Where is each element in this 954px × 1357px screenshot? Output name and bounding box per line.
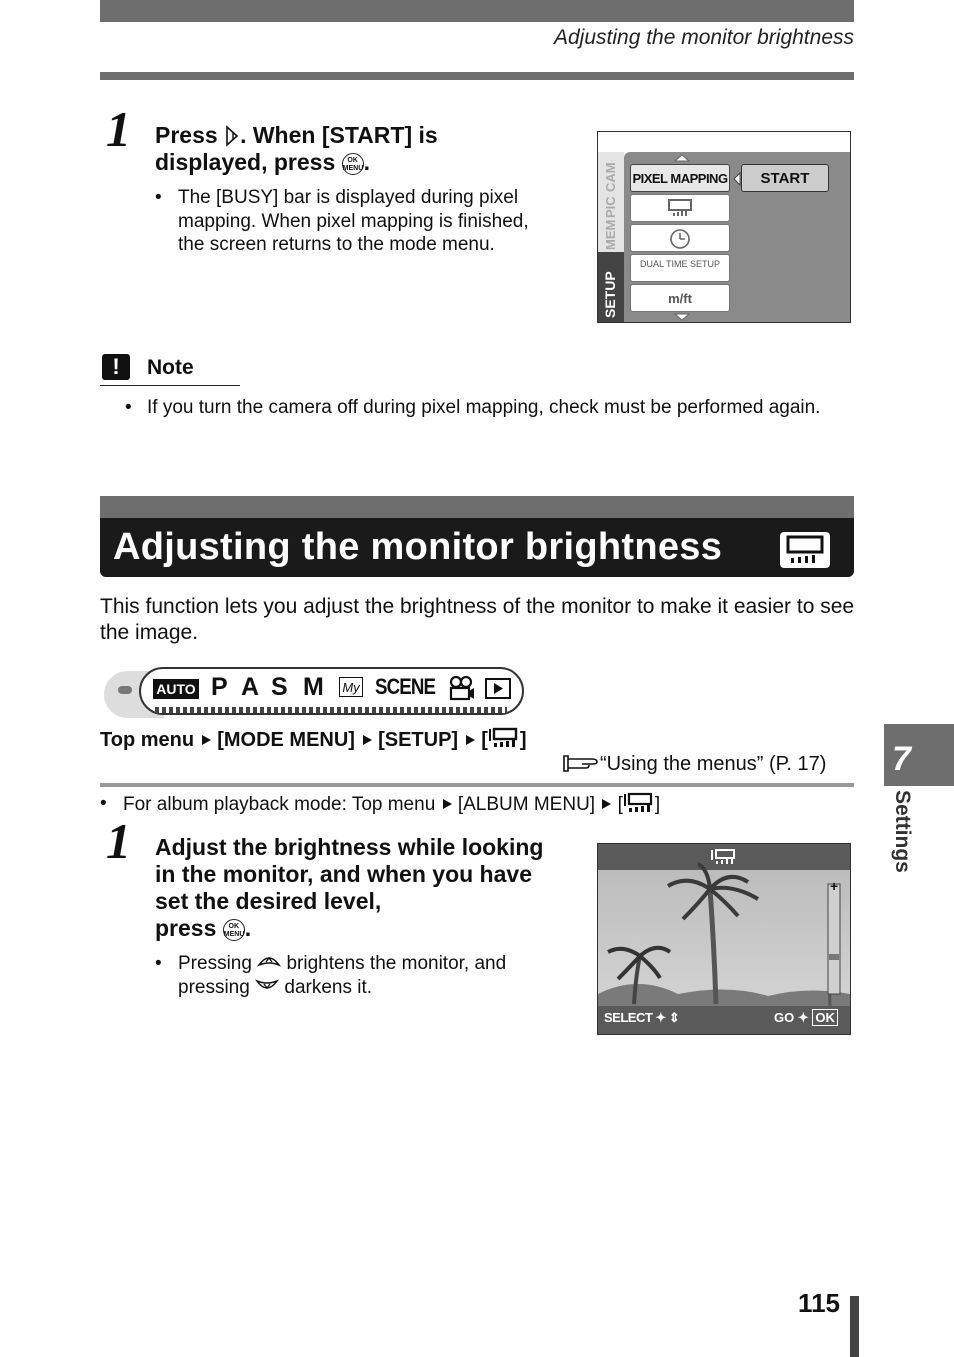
- arrow-right-icon: [600, 798, 612, 810]
- step-title-text: Press: [155, 122, 225, 148]
- start-button[interactable]: START: [741, 164, 829, 192]
- plus-icon: +: [830, 878, 839, 894]
- bracket-open: [: [481, 729, 488, 751]
- header-bar: [100, 0, 854, 22]
- monitor-brightness-icon: [665, 198, 695, 220]
- bullet-text: brightens the monitor, and pressing: [178, 953, 507, 998]
- step-title-text: displayed, press: [155, 149, 342, 175]
- clock-icon: [665, 228, 695, 250]
- ok-label[interactable]: OK: [812, 1009, 838, 1026]
- step-bullet: • The [BUSY] bar is displayed during pixel mapping. When pixel mapping is finished, the screen returns to the mode menu.: [155, 186, 555, 257]
- mode-scene: SCENE: [375, 674, 436, 699]
- palm-tree-photo: [598, 844, 850, 1034]
- mode-dial: [139, 667, 524, 715]
- playback-mode-icon: [485, 678, 511, 700]
- note-heading: Note: [147, 356, 194, 379]
- bracket-open: [: [617, 794, 623, 815]
- menu-item-brightness[interactable]: [630, 194, 730, 222]
- mode-p: P: [211, 673, 228, 701]
- monitor-brightness-icon: [623, 792, 655, 814]
- album-menu-text: [ALBUM MENU]: [457, 794, 596, 815]
- bracket-close: ]: [654, 794, 661, 815]
- path-rule: [100, 783, 854, 787]
- menu-item-dual-time[interactable]: DUAL TIME SETUP: [630, 254, 730, 282]
- reference-text[interactable]: “Using the menus” (P. 17): [600, 753, 827, 775]
- chapter-label-text: Settings: [891, 790, 914, 873]
- dial-scale: [155, 707, 507, 713]
- step-title: [155, 122, 575, 176]
- mode-a: A: [241, 673, 260, 701]
- arrow-right-icon: [361, 734, 373, 746]
- page-bar: [850, 1296, 859, 1357]
- ok-menu-button-icon: OK MENU: [223, 919, 245, 941]
- step-number: 1: [106, 101, 131, 157]
- album-bullet: • For album playback mode: Top menu [ALBUM MENU] [ ]: [100, 793, 661, 815]
- tab-pic[interactable]: PIC: [603, 196, 618, 218]
- note-bullet: • If you turn the camera off during pixel mapping, check must be performed again.: [125, 396, 825, 420]
- down-button-icon: [255, 977, 279, 993]
- arrow-right-icon: [200, 734, 212, 746]
- up-button-icon: [257, 953, 281, 969]
- menu-item-units[interactable]: m/ft: [630, 284, 730, 312]
- menu-item-clock[interactable]: [630, 224, 730, 252]
- monitor-brightness-icon: [710, 848, 740, 868]
- step-title: [155, 834, 555, 942]
- tab-cam[interactable]: CAM: [603, 162, 618, 192]
- step-title-text: .: [244, 915, 252, 941]
- mode-m: M: [303, 673, 324, 701]
- bracket-close: ]: [519, 729, 527, 751]
- step-title-text: .: [363, 149, 371, 175]
- menu-path: [100, 727, 527, 752]
- bullet-text: If you turn the camera off during pixel mapping, check must be performed again.: [147, 397, 821, 418]
- mode-auto: AUTO: [153, 679, 199, 699]
- arrow-right-icon: [464, 734, 476, 746]
- select-hint: SELECT ✦ ⇕: [604, 1010, 680, 1025]
- pointer-left-icon: [733, 172, 741, 186]
- menu-item-pixel-mapping[interactable]: PIXEL MAPPING: [630, 164, 730, 192]
- select-label: SELECT: [604, 1010, 653, 1025]
- tab-mem[interactable]: MEM: [603, 219, 618, 250]
- caution-icon: !: [102, 354, 130, 380]
- chapter-label: [884, 790, 918, 890]
- section-title: Adjusting the monitor brightness: [113, 526, 723, 568]
- mode-s: S: [271, 673, 288, 701]
- menu-path-setup: [SETUP]: [378, 729, 459, 751]
- bullet-text: Pressing: [178, 953, 258, 974]
- brightness-screen: [597, 843, 851, 1035]
- go-label: GO: [774, 1010, 795, 1025]
- chapter-tab[interactable]: [884, 724, 954, 786]
- bullet-text: The [BUSY] bar is displayed during pixel mapping. When pixel mapping is finished, the screen returns to the mode menu.: [178, 187, 529, 255]
- chapter-number: 7: [892, 740, 911, 778]
- step-bullet: • Pressing brightens the monitor, and pressing darkens it.: [155, 953, 507, 998]
- arrow-right-icon: [441, 798, 453, 810]
- reference-line: [562, 752, 826, 776]
- header-rule: [100, 72, 854, 80]
- step-number: 1: [106, 813, 131, 869]
- mode-indicator: [118, 686, 132, 694]
- step-title-text: press: [155, 915, 223, 941]
- tab-setup[interactable]: SETUP: [602, 271, 618, 318]
- menu-path-mode-menu: [MODE MENU]: [217, 729, 355, 751]
- movie-mode-icon: [447, 675, 475, 701]
- step-title-text: . When [START] is: [240, 122, 438, 148]
- scroll-down-icon: [674, 313, 690, 321]
- menu-path-top: Top menu: [100, 729, 195, 751]
- running-header: Adjusting the monitor brightness: [554, 26, 854, 49]
- arrow-right-button-icon: [224, 125, 240, 147]
- note-rule: [100, 385, 240, 386]
- camera-menu-screen: [597, 131, 851, 323]
- scroll-up-icon: [674, 154, 690, 162]
- ok-menu-button-icon: OK MENU: [342, 153, 364, 175]
- mode-my: My: [339, 677, 363, 697]
- step-title-text: Adjust the brightness while looking in the monitor, and when you have set the desired level,: [155, 834, 544, 914]
- album-text: For album playback mode: Top menu: [123, 794, 436, 815]
- monitor-brightness-icon: [778, 530, 832, 570]
- go-hint: GO ✦ OK: [774, 1010, 838, 1026]
- page-number: 115: [798, 1288, 840, 1318]
- intro-paragraph: This function lets you adjust the brightness of the monitor to make it easier to see the image.: [100, 595, 855, 644]
- pointing-hand-icon: [562, 752, 600, 774]
- monitor-brightness-icon: [488, 727, 520, 749]
- bullet-text: darkens it.: [279, 976, 373, 998]
